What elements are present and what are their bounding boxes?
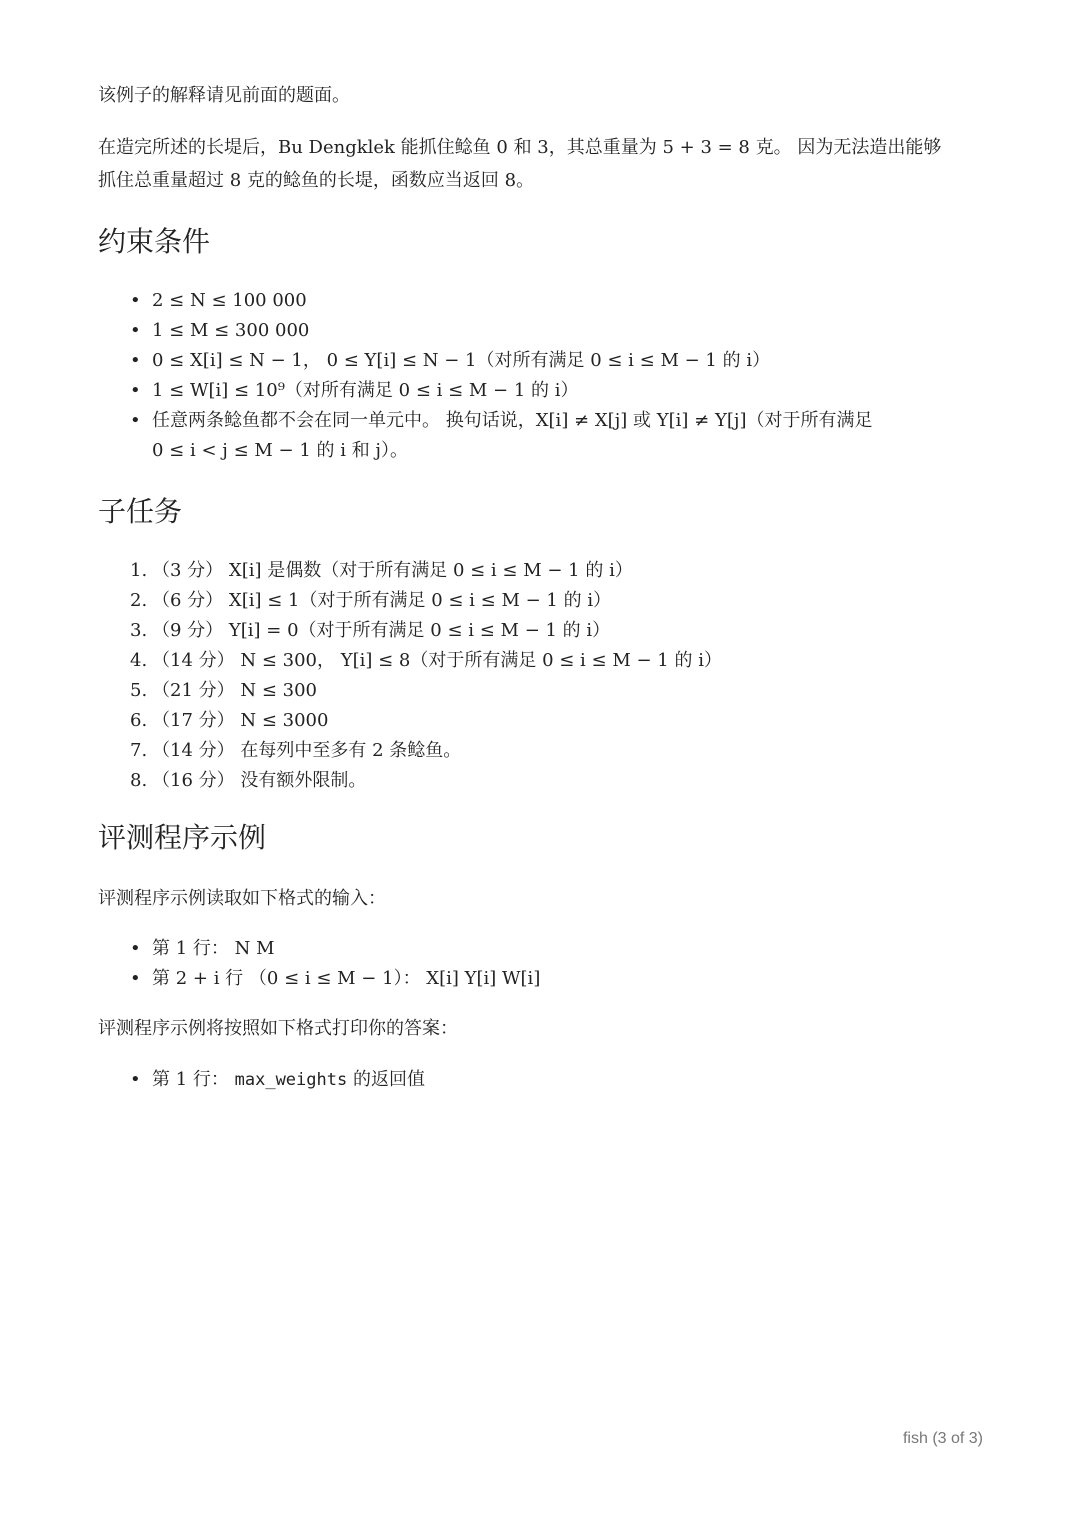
grader-output-list: [98, 1065, 1042, 1095]
subtask-item: 3. （9 分） Y[i] = 0（对于所有满足 0 ≤ i ≤ M − 1 的 i）: [130, 620, 611, 641]
intro-line-2b: 抓住总重量超过 8 克的鲶鱼的长堤，函数应当返回 8。: [98, 170, 535, 191]
output-format-item: • 第 1 行： max_weights 的返回值: [130, 1069, 425, 1090]
constraint-item: • 任意两条鲶鱼都不会在同一单元中。 换句话说，X[i] ≠ X[j] 或 Y[i] ≠ Y[j]（对于所有满足 0 ≤ i < j ≤ M − 1 的 i 和 j）。: [130, 410, 873, 461]
function-name-code: max_weights: [234, 1070, 348, 1090]
grader-input-list: [98, 934, 1042, 994]
intro-line-1: 该例子的解释请见前面的题面。: [98, 85, 350, 106]
subtasks-list: [98, 556, 1042, 796]
intro-line-2a: 在造完所述的长堤后，Bu Dengklek 能抓住鲶鱼 0 和 3，其总重量为 5 + 3 = 8 克。 因为无法造出能够: [98, 137, 942, 158]
constraint-item: • 2 ≤ N ≤ 100 000: [130, 290, 307, 311]
constraints-list: [98, 286, 1042, 466]
subtask-item: 8. （16 分） 没有额外限制。: [130, 770, 367, 791]
grader-output-intro: 评测程序示例将按照如下格式打印你的答案：: [98, 1018, 458, 1039]
constraint-item: • 0 ≤ X[i] ≤ N − 1， 0 ≤ Y[i] ≤ N − 1（对所有满足 0 ≤ i ≤ M − 1 的 i）: [130, 350, 771, 371]
page-footer: fish (3 of 3): [902, 1430, 983, 1447]
subtask-item: 4. （14 分） N ≤ 300， Y[i] ≤ 8（对于所有满足 0 ≤ i ≤ M − 1 的 i）: [130, 650, 722, 671]
subtask-item: 5. （21 分） N ≤ 300: [130, 680, 317, 701]
subtask-item: 7. （14 分） 在每列中至多有 2 条鲶鱼。: [130, 740, 462, 761]
constraint-item: • 1 ≤ W[i] ≤ 10⁹（对所有满足 0 ≤ i ≤ M − 1 的 i）: [130, 380, 579, 401]
input-format-item: • 第 2 + i 行 （0 ≤ i ≤ M − 1）： X[i] Y[i] W[i]: [130, 968, 541, 989]
subtask-item: 2. （6 分） X[i] ≤ 1（对于所有满足 0 ≤ i ≤ M − 1 的 i）: [130, 590, 612, 611]
subtask-item: 1. （3 分） X[i] 是偶数（对于所有满足 0 ≤ i ≤ M − 1 的 i）: [130, 560, 633, 581]
grader-heading: 评测程序示例: [98, 821, 267, 854]
subtasks-heading: 子任务: [98, 495, 183, 528]
subtask-item: 6. （17 分） N ≤ 3000: [130, 710, 329, 731]
input-format-item: • 第 1 行： N M: [130, 938, 275, 959]
grader-input-intro: 评测程序示例读取如下格式的输入：: [98, 888, 386, 909]
constraints-heading: 约束条件: [98, 225, 211, 258]
constraint-item: • 1 ≤ M ≤ 300 000: [130, 320, 310, 341]
